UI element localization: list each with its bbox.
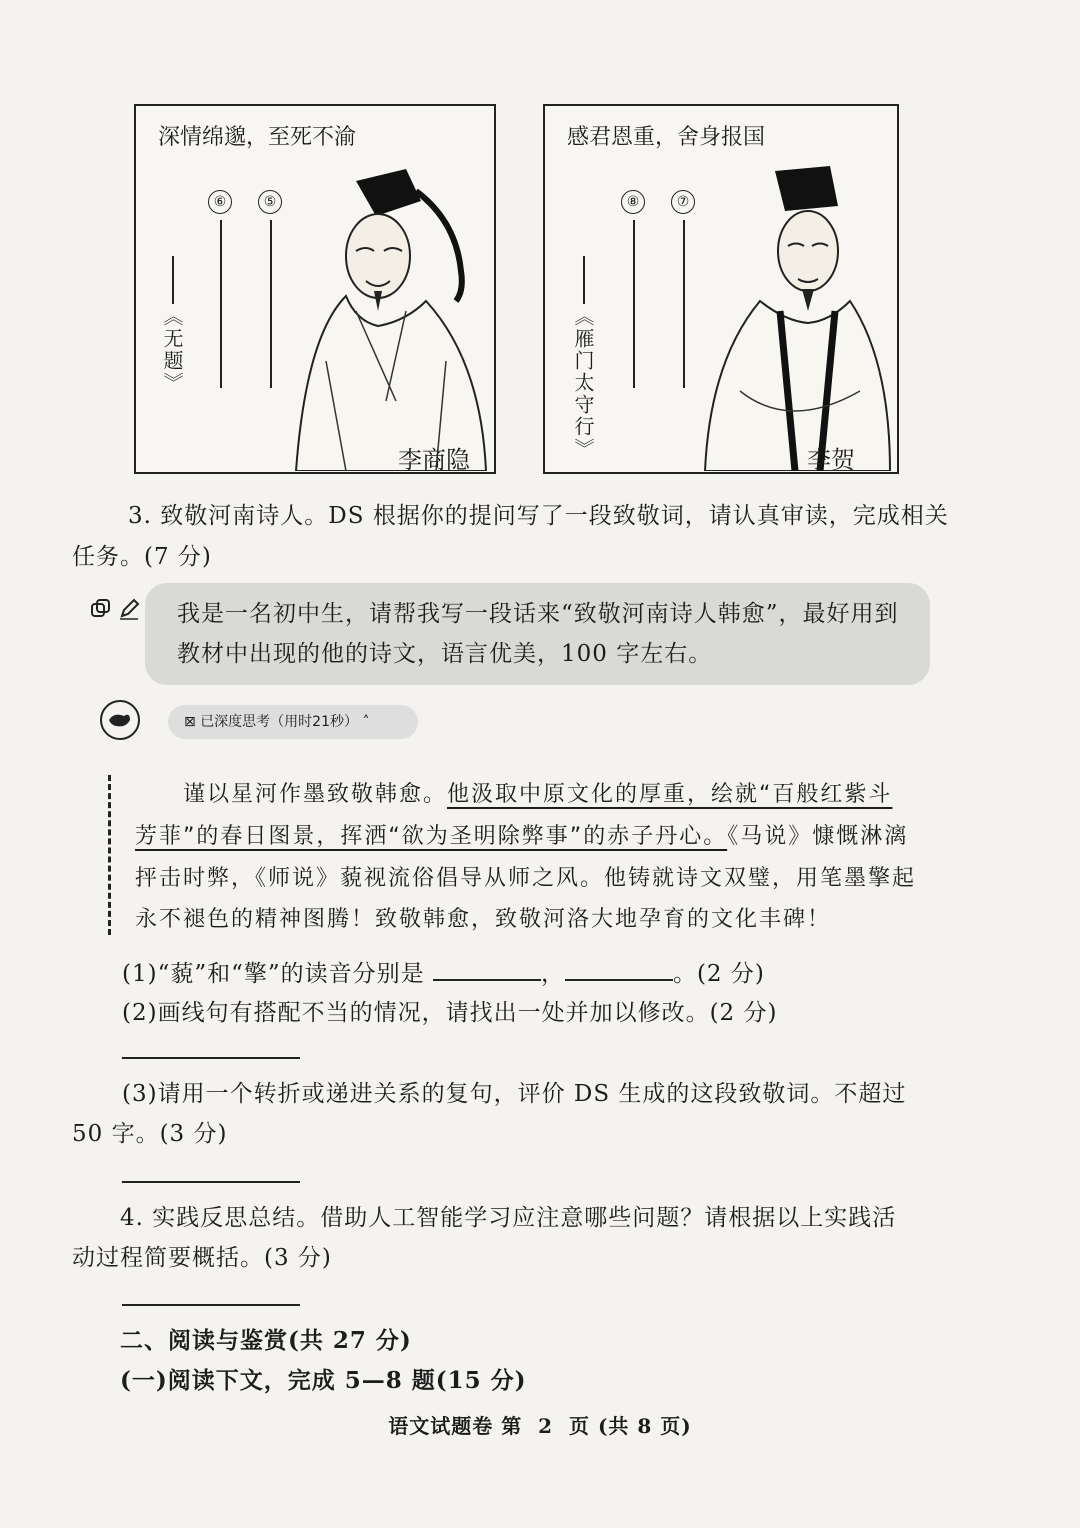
reply-l2-plain: 《马说》慷慨淋漓 (727, 824, 909, 849)
question-4-line2: 动过程简要概括。(3 分) (72, 1245, 332, 1271)
question-3-line1: 3. 致敬河南诗人。DS 根据你的提问写了一段致敬词，请认真审读，完成相关 (128, 503, 949, 529)
page-footer: 语文试题卷 第 2 页 (共 8 页) (388, 1414, 692, 1438)
panel-caption: 感君恩重，舍身报国 (567, 125, 766, 150)
reply-line3: 抨击时弊，《师说》藐视流俗倡导从师之风。他铸就诗文双璧，用笔墨擎起 (135, 866, 917, 891)
poem-title: 《雁门太守行》 (571, 306, 595, 460)
answer-line-7 (683, 220, 685, 388)
poem-title: 《无题》 (160, 306, 184, 394)
blank-marker-6: ⑥ (208, 190, 232, 214)
panel-caption: 深情绵邈，至死不渝 (158, 125, 357, 150)
think-icon: ⊠ (184, 714, 201, 730)
blank-marker-7: ⑦ (671, 190, 695, 214)
deepseek-logo-icon (100, 700, 140, 740)
section-2-heading: 二、阅读与鉴赏(共 27 分) (120, 1327, 412, 1354)
answer-line-6 (220, 220, 222, 388)
subquestion-3-line1: (3)请用一个转折或递进关系的复句，评价 DS 生成的这段致敬词。不超过 (122, 1081, 907, 1107)
answer-line-5 (270, 220, 272, 388)
copy-icon (90, 598, 112, 620)
li-shangyin-portrait (286, 161, 496, 471)
answer-blank-1[interactable] (433, 961, 541, 981)
answer-line-8 (633, 220, 635, 388)
blank-marker-8: ⑧ (621, 190, 645, 214)
user-prompt-bubble (145, 583, 930, 685)
reply-l1-plain: 谨以星河作墨致敬韩愈。 (183, 782, 448, 807)
reply-l2-underlined: 芳菲”的春日图景，挥洒“欲为圣明除弊事”的赤子丹心。 (135, 824, 728, 849)
portrait-panel-li-he (543, 104, 899, 474)
answer-line-sub3[interactable] (122, 1181, 300, 1183)
question-4-line1: 4. 实践反思总结。借助人工智能学习应注意哪些问题？请根据以上实践活 (120, 1205, 897, 1231)
reply-l1-underlined: 他汲取中原文化的厚重，绘就“百般红紫斗 (447, 782, 893, 807)
answer-line-q4[interactable] (122, 1304, 300, 1306)
prompt-line1: 我是一名初中生，请帮我写一段话来“致敬河南诗人韩愈”，最好用到 (177, 601, 899, 627)
title-dash (583, 256, 585, 304)
poet-name: 李商隐 (398, 446, 470, 474)
answer-line-sub2[interactable] (122, 1057, 300, 1059)
prompt-line2: 教材中出现的他的诗文，语言优美，100 字左右。 (177, 641, 713, 667)
blank-marker-5: ⑤ (258, 190, 282, 214)
answer-blank-2[interactable] (565, 961, 673, 981)
reply-line2 (135, 819, 908, 850)
li-he-portrait (690, 161, 895, 471)
edit-icon (118, 598, 140, 620)
subquestion-2: (2)画线句有搭配不当的情况，请找出一处并加以修改。(2 分) (122, 1000, 778, 1026)
poet-name: 李贺 (807, 446, 855, 474)
title-dash (172, 256, 174, 304)
subquestion-1-score: 。(2 分) (672, 961, 765, 987)
subquestion-3-line2: 50 字。(3 分) (72, 1121, 228, 1147)
chevron-up-icon: ˄ (358, 714, 370, 730)
deep-think-status[interactable] (168, 705, 418, 739)
section-2-subheading: (一)阅读下文，完成 5—8 题(15 分) (120, 1367, 527, 1394)
reply-quote-bar (108, 775, 111, 935)
question-3-line2: 任务。(7 分) (72, 544, 212, 570)
subquestion-1-comma: ， (540, 961, 565, 987)
think-status-text: 已深度思考（用时21秒） (200, 714, 359, 730)
subquestion-1 (122, 955, 765, 988)
portrait-panel-li-shangyin (134, 104, 496, 474)
reply-line1 (183, 777, 892, 808)
subquestion-1-text: (1)“藐”和“擎”的读音分别是 (122, 961, 425, 987)
reply-line4: 永不褪色的精神图腾！致敬韩愈，致敬河洛大地孕育的文化丰碑！ (135, 907, 832, 932)
